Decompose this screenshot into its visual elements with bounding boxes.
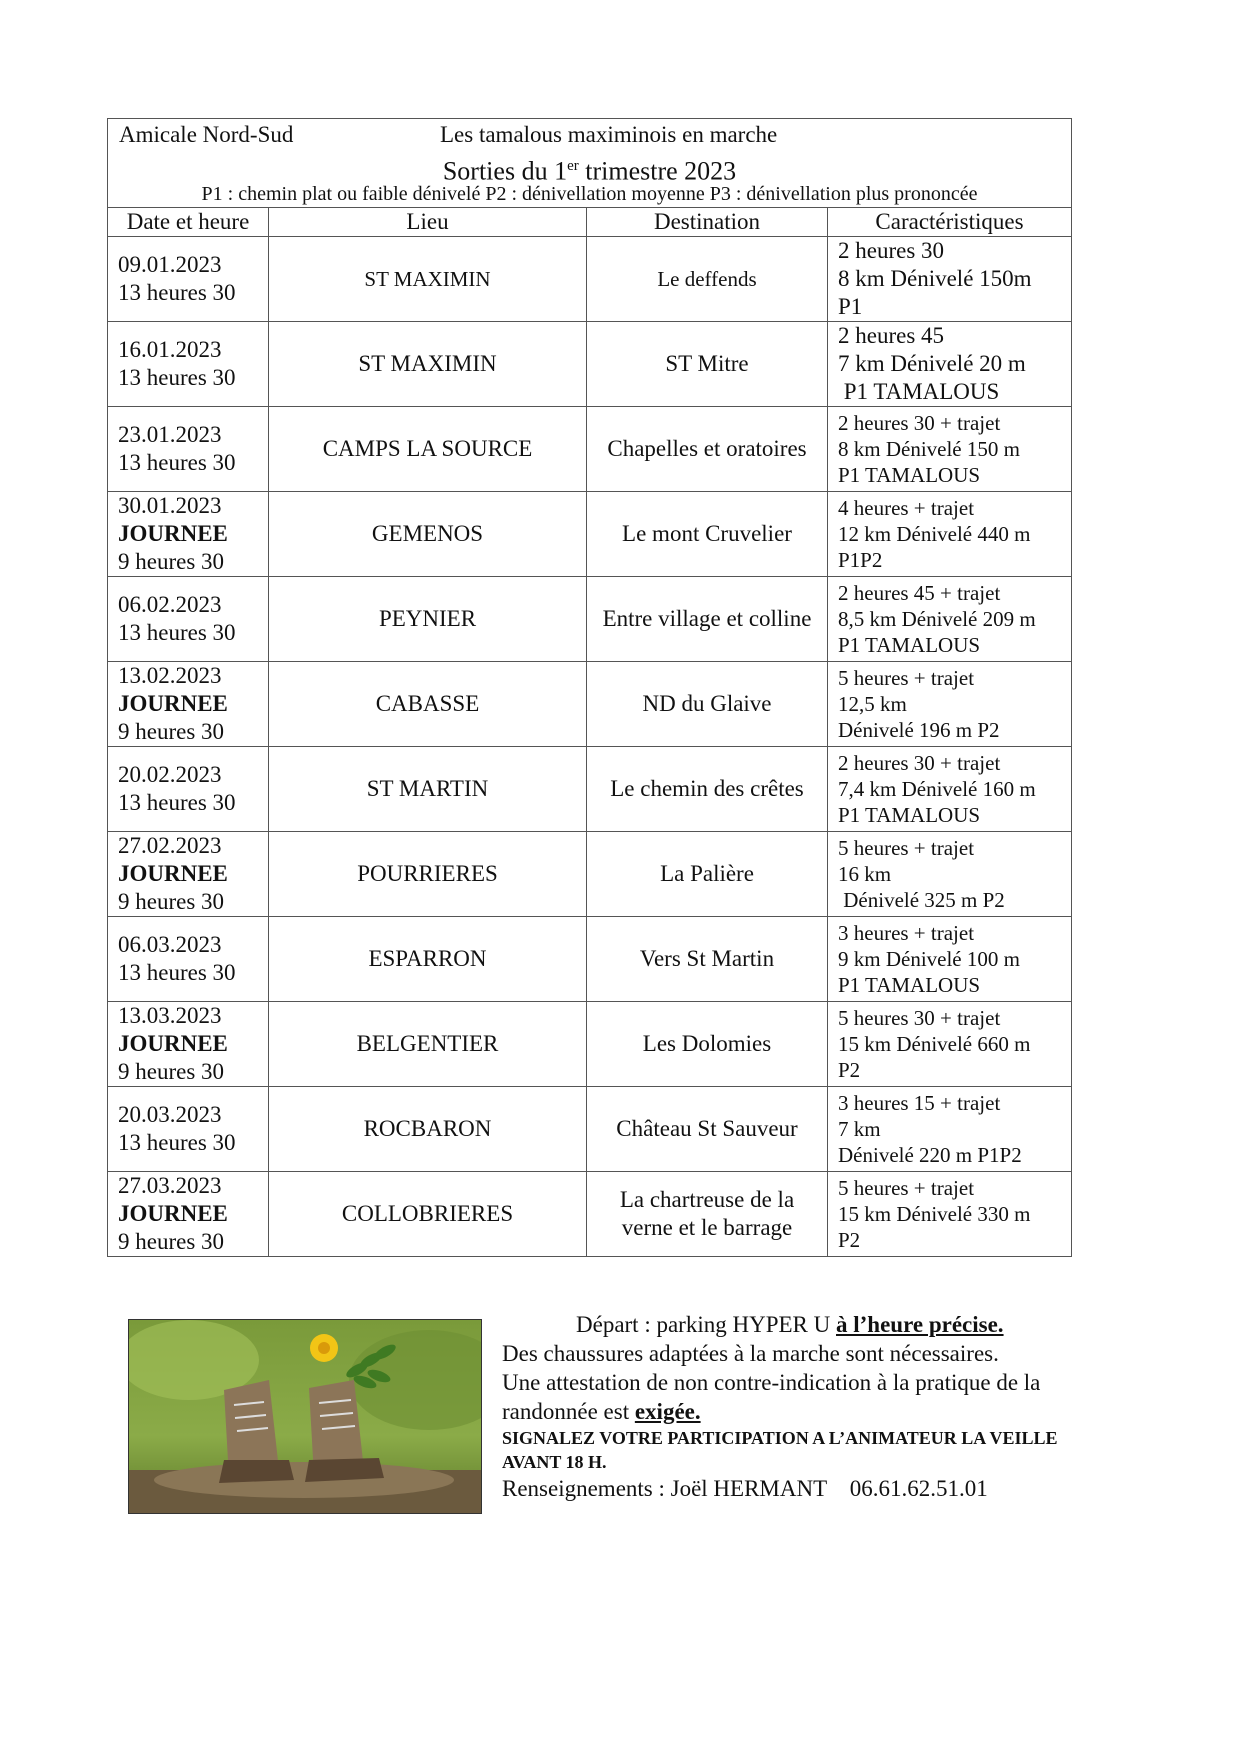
carac-line: P1 TAMALOUS — [838, 803, 981, 827]
hiking-boots-photo — [128, 1319, 482, 1514]
date-text: 20.02.2023 — [118, 762, 222, 787]
cell-caracteristiques — [828, 322, 1072, 407]
cell-caracteristiques — [828, 917, 1072, 1002]
cell-date — [108, 237, 269, 322]
cell-destination: La Palière — [587, 832, 828, 917]
column-header-caracteristiques: Caractéristiques — [828, 208, 1072, 237]
schedule-table — [107, 118, 1072, 1257]
cell-lieu: ESPARRON — [269, 917, 587, 1002]
cell-destination: Le mont Cruvelier — [587, 492, 828, 577]
table-row — [108, 492, 1072, 577]
time-text: 9 heures 30 — [118, 549, 225, 574]
cell-caracteristiques — [828, 662, 1072, 747]
journee-label: JOURNEE — [118, 1201, 228, 1226]
time-text: 9 heures 30 — [118, 889, 225, 914]
page-title: Sorties du 1er trimestre 2023 — [442, 156, 737, 186]
cell-destination: ST Mitre — [587, 322, 828, 407]
cell-destination: Vers St Martin — [587, 917, 828, 1002]
date-text: 09.01.2023 — [118, 252, 222, 277]
cell-caracteristiques — [828, 237, 1072, 322]
carac-line: 3 heures 15 + trajet — [838, 1091, 1001, 1115]
carac-line: P2 — [838, 1058, 861, 1082]
header-cell — [108, 119, 1072, 208]
date-text: 16.01.2023 — [118, 337, 222, 362]
table-row — [108, 1087, 1072, 1172]
cell-date — [108, 1172, 269, 1257]
carac-line: 5 heures + trajet — [838, 666, 975, 690]
subtitle: Les tamalous maximinois en marche — [440, 122, 778, 147]
carac-line: 7,4 km Dénivelé 160 m — [838, 777, 1036, 801]
carac-line: 2 heures 45 + trajet — [838, 581, 1001, 605]
cell-lieu: ST MAXIMIN — [269, 237, 587, 322]
date-text: 30.01.2023 — [118, 493, 222, 518]
carac-line: Dénivelé 196 m P2 — [838, 718, 1000, 742]
cell-caracteristiques — [828, 577, 1072, 662]
cell-lieu: ST MARTIN — [269, 747, 587, 832]
cell-destination: Le deffends — [587, 237, 828, 322]
cell-lieu: PEYNIER — [269, 577, 587, 662]
table-row — [108, 407, 1072, 492]
carac-line: P1 TAMALOUS — [838, 973, 981, 997]
cell-date — [108, 917, 269, 1002]
carac-line: 3 heures + trajet — [838, 921, 975, 945]
carac-line: 5 heures + trajet — [838, 1176, 975, 1200]
cell-destination: Chapelles et oratoires — [587, 407, 828, 492]
journee-label: JOURNEE — [118, 521, 228, 546]
carac-line: 12,5 km — [838, 692, 907, 716]
carac-line: P1 — [838, 294, 863, 319]
carac-line: P2 — [838, 1228, 861, 1252]
time-text: 9 heures 30 — [118, 1229, 225, 1254]
date-text: 06.03.2023 — [118, 932, 222, 957]
journee-label: JOURNEE — [118, 861, 228, 886]
date-text: 27.03.2023 — [118, 1173, 222, 1198]
cell-lieu: POURRIERES — [269, 832, 587, 917]
cell-caracteristiques — [828, 1002, 1072, 1087]
carac-line: 5 heures 30 + trajet — [838, 1006, 1001, 1030]
carac-line: 2 heures 30 — [838, 238, 945, 263]
table-row — [108, 1002, 1072, 1087]
cell-caracteristiques — [828, 492, 1072, 577]
cell-destination: Entre village et colline — [587, 577, 828, 662]
carac-line: P1P2 — [838, 548, 883, 572]
cell-date — [108, 492, 269, 577]
cell-date — [108, 662, 269, 747]
cell-date — [108, 1087, 269, 1172]
carac-line: 12 km Dénivelé 440 m — [838, 522, 1031, 546]
cell-date — [108, 832, 269, 917]
cell-destination: Château St Sauveur — [587, 1087, 828, 1172]
cell-lieu: CAMPS LA SOURCE — [269, 407, 587, 492]
cell-lieu: BELGENTIER — [269, 1002, 587, 1087]
time-text: 13 heures 30 — [118, 365, 236, 390]
cell-date — [108, 322, 269, 407]
carac-line: 7 km — [838, 1117, 881, 1141]
table-row — [108, 237, 1072, 322]
cell-date — [108, 1002, 269, 1087]
carac-line: 8 km Dénivelé 150 m — [838, 437, 1020, 461]
table-row — [108, 577, 1072, 662]
difficulty-legend: P1 : chemin plat ou faible dénivelé P2 : dénivellation moyenne P3 : dénivellation plus prononcée — [201, 183, 978, 205]
carac-line: Dénivelé 325 m P2 — [838, 888, 1005, 912]
carac-line: 2 heures 30 + trajet — [838, 751, 1001, 775]
attestation-line: Une attestation de non contre-indication à la pratique de la randonnée est exigée. — [502, 1370, 1041, 1424]
column-header-lieu: Lieu — [269, 208, 587, 237]
info-block — [502, 1310, 1102, 1503]
cell-date — [108, 747, 269, 832]
cell-caracteristiques — [828, 407, 1072, 492]
carac-line: 4 heures + trajet — [838, 496, 975, 520]
carac-line: 7 km Dénivelé 20 m — [838, 351, 1026, 376]
cell-destination: Le chemin des crêtes — [587, 747, 828, 832]
date-text: 27.02.2023 — [118, 833, 222, 858]
time-text: 9 heures 30 — [118, 1059, 225, 1084]
cell-lieu: ROCBARON — [269, 1087, 587, 1172]
cell-lieu: CABASSE — [269, 662, 587, 747]
carac-line: P1 TAMALOUS — [838, 463, 981, 487]
carac-line: Dénivelé 220 m P1P2 — [838, 1143, 1022, 1167]
carac-line: 8 km Dénivelé 150m — [838, 266, 1032, 291]
shoes-line: Des chaussures adaptées à la marche sont nécessaires. — [502, 1341, 999, 1366]
cell-caracteristiques — [828, 747, 1072, 832]
table-row — [108, 832, 1072, 917]
cell-caracteristiques — [828, 1172, 1072, 1257]
time-text: 9 heures 30 — [118, 719, 225, 744]
time-text: 13 heures 30 — [118, 450, 236, 475]
cell-date — [108, 577, 269, 662]
table-row — [108, 662, 1072, 747]
hiking-boots-icon — [129, 1320, 481, 1513]
carac-line: P1 TAMALOUS — [838, 379, 1000, 404]
table-row — [108, 322, 1072, 407]
cell-lieu: ST MAXIMIN — [269, 322, 587, 407]
header-row — [108, 119, 1072, 208]
contact-line: Renseignements : Joël HERMANT 06.61.62.51.01 — [502, 1476, 988, 1501]
carac-line: 8,5 km Dénivelé 209 m — [838, 607, 1036, 631]
time-text: 13 heures 30 — [118, 1130, 236, 1155]
depart-line: Départ : parking HYPER U à l’heure précise. — [576, 1312, 1004, 1337]
time-text: 13 heures 30 — [118, 280, 236, 305]
carac-line: 15 km Dénivelé 660 m — [838, 1032, 1031, 1056]
date-text: 06.02.2023 — [118, 592, 222, 617]
time-text: 13 heures 30 — [118, 790, 236, 815]
journee-label: JOURNEE — [118, 691, 228, 716]
cell-date — [108, 407, 269, 492]
time-text: 13 heures 30 — [118, 620, 236, 645]
time-text: 13 heures 30 — [118, 960, 236, 985]
cell-caracteristiques — [828, 832, 1072, 917]
date-text: 13.03.2023 — [118, 1003, 222, 1028]
signal-participation: SIGNALEZ VOTRE PARTICIPATION A L’ANIMATEUR LA VEILLE AVANT 18 H. — [502, 1428, 1058, 1472]
cell-caracteristiques — [828, 1087, 1072, 1172]
column-header-date: Date et heure — [108, 208, 269, 237]
journee-label: JOURNEE — [118, 1031, 228, 1056]
carac-line: 2 heures 45 — [838, 323, 945, 348]
date-text: 20.03.2023 — [118, 1102, 222, 1127]
cell-destination: ND du Glaive — [587, 662, 828, 747]
cell-lieu: COLLOBRIERES — [269, 1172, 587, 1257]
organization-name: Amicale Nord-Sud — [119, 122, 294, 147]
date-text: 23.01.2023 — [118, 422, 222, 447]
cell-destination: Les Dolomies — [587, 1002, 828, 1087]
column-header-row — [108, 208, 1072, 237]
carac-line: 2 heures 30 + trajet — [838, 411, 1001, 435]
table-row — [108, 917, 1072, 1002]
carac-line: 9 km Dénivelé 100 m — [838, 947, 1020, 971]
cell-lieu: GEMENOS — [269, 492, 587, 577]
column-header-destination: Destination — [587, 208, 828, 237]
carac-line: 16 km — [838, 862, 892, 886]
carac-line: 15 km Dénivelé 330 m — [838, 1202, 1031, 1226]
date-text: 13.02.2023 — [118, 663, 222, 688]
carac-line: P1 TAMALOUS — [838, 633, 981, 657]
carac-line: 5 heures + trajet — [838, 836, 975, 860]
table-row — [108, 747, 1072, 832]
cell-destination: La chartreuse de la verne et le barrage — [587, 1172, 828, 1257]
table-row — [108, 1172, 1072, 1257]
